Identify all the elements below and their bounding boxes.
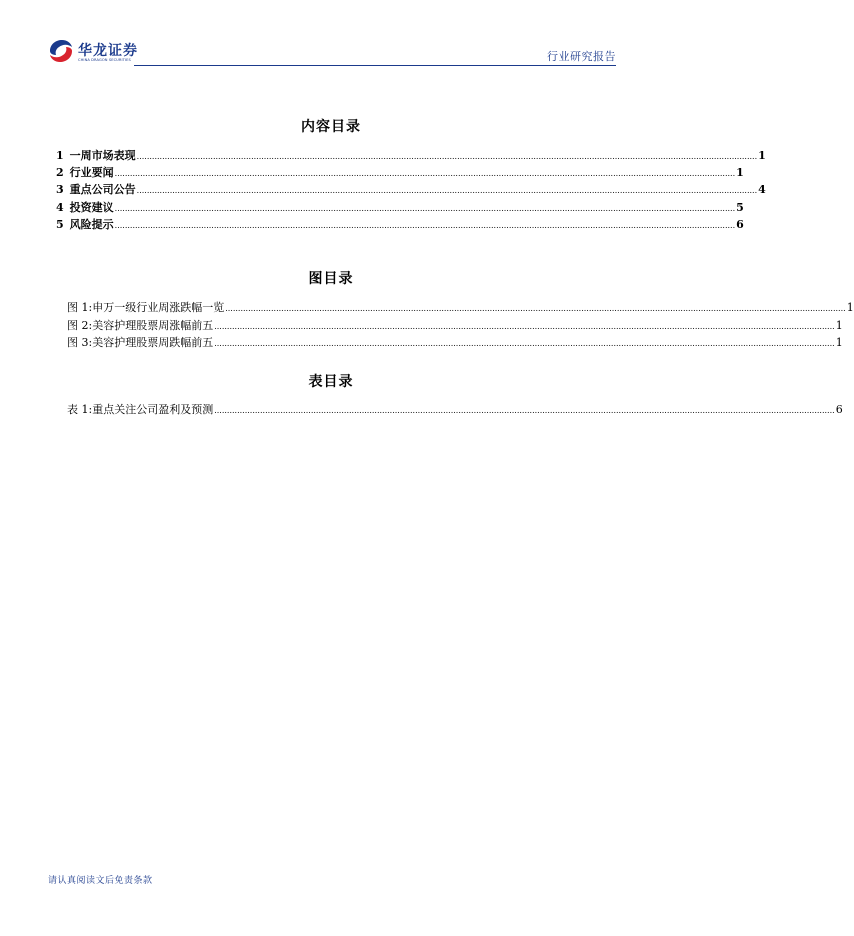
toc-item[interactable] (56, 164, 744, 179)
toc-item[interactable] (56, 147, 766, 162)
dot-leader: .................................................................................................................................................................................................................................................... (114, 169, 736, 178)
header-divider (134, 65, 616, 66)
logo-chinese-name: 华龙证券 (78, 43, 138, 59)
page-header (48, 38, 616, 68)
figure-caption: 美容护理股票周涨幅前五 (92, 319, 214, 332)
toc-item-page: 4 (758, 183, 766, 196)
figure-caption: 申万一级行业周涨跌幅一览 (92, 301, 225, 314)
toc-item-page: 6 (736, 218, 744, 231)
report-type-label: 行业研究报告 (547, 50, 616, 63)
figure-index-title: 图目录 (308, 271, 354, 287)
toc-item-label: 投资建议 (69, 201, 114, 214)
toc-item-number: 2 (56, 166, 64, 179)
dot-leader: .................................................................................................................................................................................................................................................... (114, 221, 736, 230)
toc-item[interactable] (56, 216, 744, 231)
figure-page: 1 (835, 336, 843, 349)
figure-index-item[interactable] (67, 334, 843, 349)
dot-leader: .................................................................................................................................................................................................................................................... (225, 304, 846, 313)
dot-leader: .................................................................................................................................................................................................................................................... (136, 152, 758, 161)
dot-leader: .................................................................................................................................................................................................................................................... (114, 204, 736, 213)
table-index-item[interactable] (67, 401, 843, 416)
figure-index-item[interactable] (67, 299, 854, 314)
toc-item-number: 5 (56, 218, 64, 231)
logo-english-name: CHINA DRAGON SECURITIES (78, 58, 131, 62)
dot-leader: .................................................................................................................................................................................................................................................... (214, 322, 835, 331)
table-caption: 重点关注公司盈利及预测 (92, 403, 214, 416)
dot-leader: .................................................................................................................................................................................................................................................... (136, 186, 758, 195)
figure-label: 图 1: (67, 301, 93, 314)
figure-label: 图 2: (67, 319, 93, 332)
figure-caption: 美容护理股票周跌幅前五 (92, 336, 214, 349)
toc-item-page: 5 (736, 201, 744, 214)
toc-item-number: 1 (56, 149, 64, 162)
dragon-logo-icon (48, 39, 74, 63)
toc-item-label: 重点公司公告 (69, 183, 136, 196)
toc-item-label: 一周市场表现 (69, 149, 136, 162)
dot-leader: .................................................................................................................................................................................................................................................... (214, 406, 835, 415)
toc-title: 内容目录 (301, 119, 361, 135)
figure-page: 1 (846, 301, 854, 314)
figure-index-item[interactable] (67, 317, 843, 332)
figure-label: 图 3: (67, 336, 93, 349)
figure-page: 1 (835, 319, 843, 332)
table-label: 表 1: (67, 403, 93, 416)
toc-item-page: 1 (736, 166, 744, 179)
toc-item-number: 3 (56, 183, 64, 196)
toc-item[interactable] (56, 181, 766, 196)
table-index-title: 表目录 (308, 374, 354, 390)
toc-item[interactable] (56, 199, 744, 214)
dot-leader: .................................................................................................................................................................................................................................................... (214, 339, 835, 348)
toc-item-number: 4 (56, 201, 64, 214)
toc-item-label: 风险提示 (69, 218, 114, 231)
footer-disclaimer: 请认真阅读文后免责条款 (48, 876, 153, 886)
company-logo (48, 38, 168, 66)
toc-item-page: 1 (758, 149, 766, 162)
table-page: 6 (835, 403, 843, 416)
toc-item-label: 行业要闻 (69, 166, 114, 179)
